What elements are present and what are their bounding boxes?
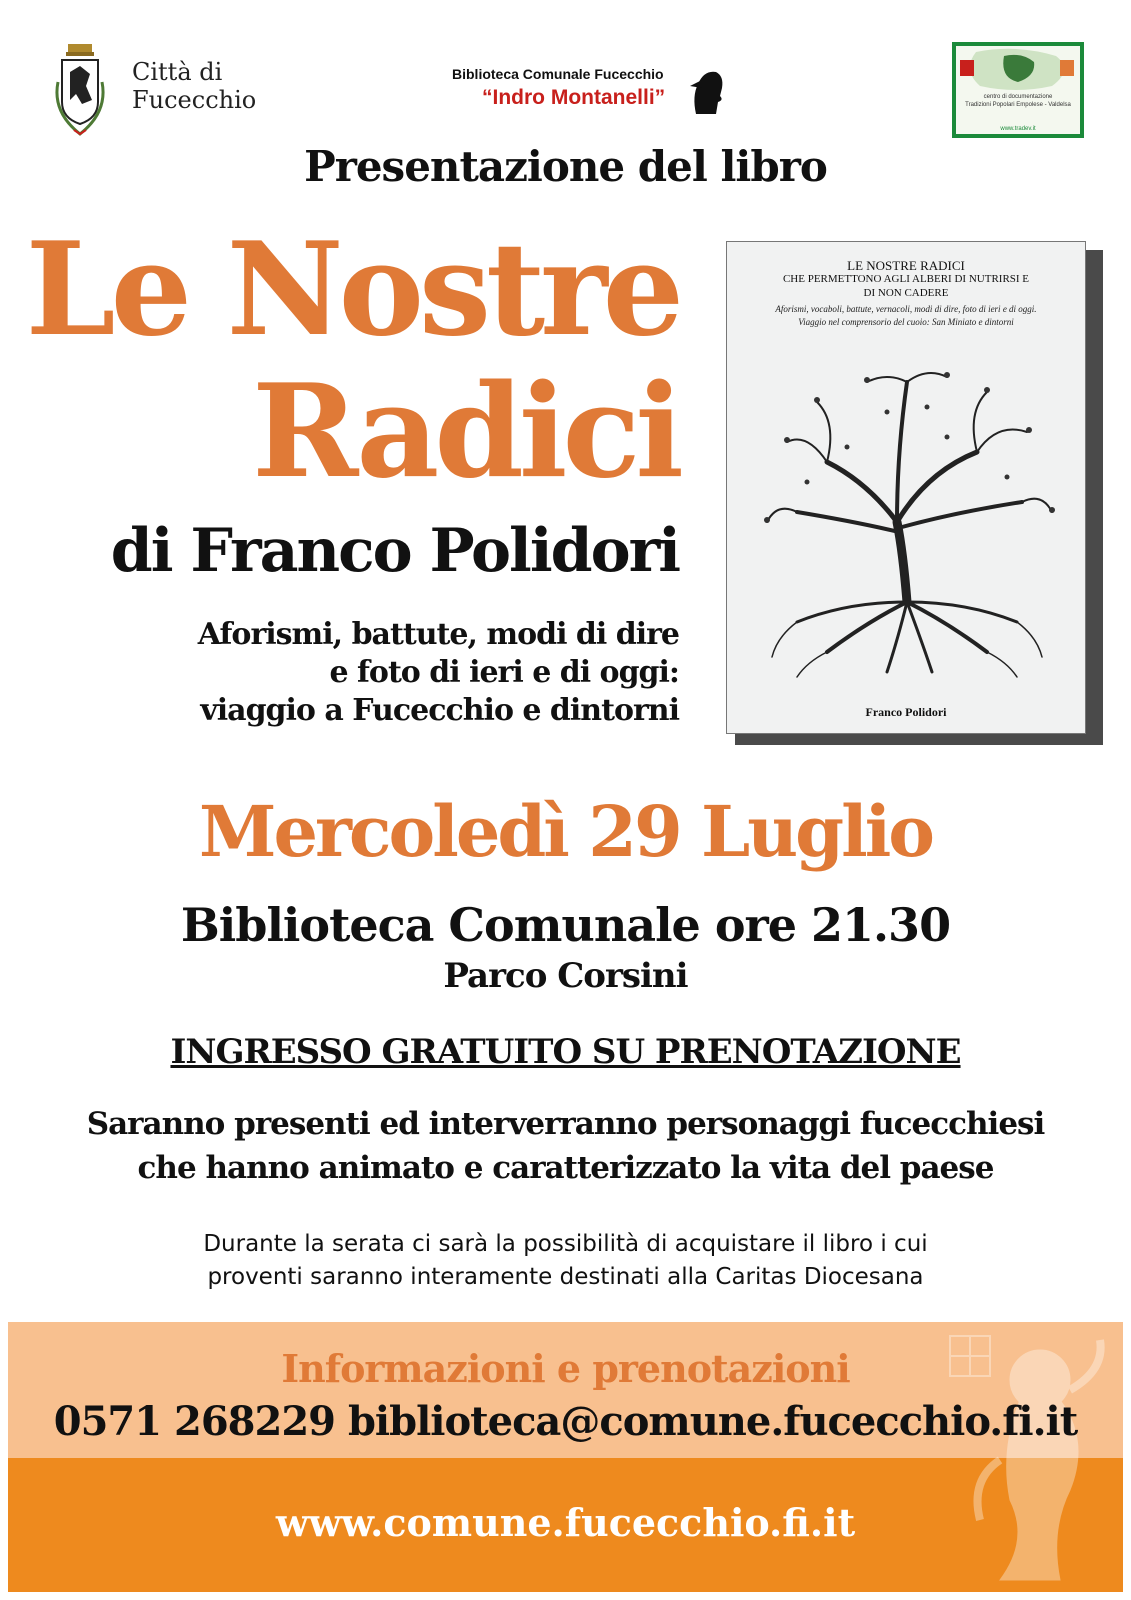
cover-title: LE NOSTRE RADICI <box>847 258 965 273</box>
book-cover <box>726 241 1086 734</box>
event-park: Parco Corsini <box>443 956 688 996</box>
cover-desc-line1: Aforismi, vocaboli, battute, vernacoli, modi di dire, foto di ieri e di oggi. <box>775 304 1037 314</box>
tradev-line2: Tradizioni Popolari Empolese - Valdelsa <box>965 102 1071 108</box>
library-logo <box>452 62 742 124</box>
tradev-url: www.tradev.it <box>1000 126 1036 132</box>
cover-author: Franco Polidori <box>865 705 947 719</box>
sale-line1: Durante la serata ci sarà la possibilità di acquistare il libro i cui <box>203 1231 928 1257</box>
cover-subtitle-line1: CHE PERMETTONO AGLI ALBERI DI NUTRIRSI E <box>782 273 1030 285</box>
city-line2: Fucecchio <box>132 86 257 114</box>
intro-heading: Presentazione del libro <box>304 142 827 191</box>
book-subtitle-line1: Aforismi, battute, modi di dire <box>197 617 679 652</box>
book-subtitle-line3: viaggio a Fucecchio e dintorni <box>200 693 679 728</box>
sale-notice <box>0 1228 1131 1294</box>
contact-line: 0571 268229 biblioteca@comune.fucecchio.fi.it <box>53 1398 1078 1445</box>
tradev-map-icon <box>956 46 1080 94</box>
info-title: Informazioni e prenotazioni <box>281 1346 850 1391</box>
crest-icon <box>52 42 108 138</box>
guests-line1: Saranno presenti ed interverranno personaggi fucecchiesi <box>86 1106 1045 1142</box>
cover-subtitle-line2: DI NON CADERE <box>863 287 949 299</box>
event-date: Mercoledì 29 Luglio <box>199 790 932 873</box>
book-author: di Franco Polidori <box>110 516 679 586</box>
city-line1: Città di <box>132 58 223 86</box>
city-name <box>132 58 256 114</box>
tradev-line1: centro di documentazione <box>983 94 1053 100</box>
book-subtitle-line2: e foto di ieri e di oggi: <box>329 655 679 690</box>
tradev-logo <box>952 42 1084 138</box>
guests-line2: che hanno animato e caratterizzato la vita del paese <box>137 1150 994 1186</box>
event-venue: Biblioteca Comunale ore 21.30 <box>180 898 951 952</box>
guests-notice <box>0 1102 1131 1190</box>
tree-icon <box>747 352 1067 682</box>
sale-line2: proventi saranno interamente destinati alla Caritas Diocesana <box>207 1264 924 1290</box>
book-title-line2: Radici <box>252 357 679 507</box>
admission-notice: INGRESSO GRATUITO SU PRENOTAZIONE <box>170 1032 961 1072</box>
montanelli-head-icon <box>690 66 724 116</box>
cover-desc-line2: Viaggio nel comprensorio del cuoio: San Miniato e dintorni <box>798 317 1014 327</box>
book-title-line1: Le Nostre <box>25 215 679 365</box>
library-name: Biblioteca Comunale Fucecchio <box>452 66 664 82</box>
library-dedication: “Indro Montanelli” <box>482 86 666 109</box>
website-link[interactable]: www.comune.fucecchio.fi.it <box>275 1500 856 1545</box>
